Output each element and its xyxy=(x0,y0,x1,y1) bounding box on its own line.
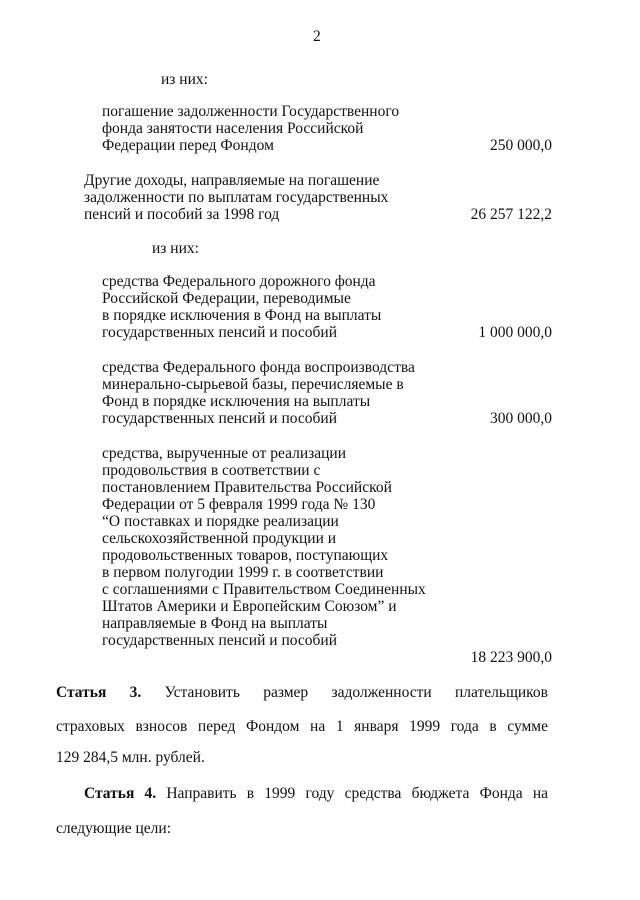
article-3-line: 129 284,5 млн. рублей. xyxy=(56,749,205,766)
text-line: средства Федерального дорожного фонда xyxy=(102,273,376,290)
text-line: фонда занятости населения Российской xyxy=(102,120,364,137)
text-line: продовольствия в соответствии с xyxy=(102,462,321,479)
amount-value: 250 000,0 xyxy=(490,137,552,154)
amount-value: 26 257 122,2 xyxy=(470,206,552,223)
text-line: “О поставках и порядке реализации xyxy=(102,513,339,530)
text-line: в первом полугодии 1999 г. в соответствии xyxy=(102,564,384,581)
text-line: в порядке исключения в Фонд на выплаты xyxy=(102,307,382,324)
income-text xyxy=(84,172,388,223)
text-line: Штатов Америки и Европейским Союзом” и xyxy=(102,598,397,615)
text-line: государственных пенсий и пособий xyxy=(102,324,337,341)
text-line: Федерации перед Фондом xyxy=(102,137,274,154)
subheading-of-which: из них: xyxy=(161,71,208,88)
text-line: с соглашениями с Правительством Соединенных xyxy=(102,581,426,598)
text-line: задолженности по выплатам государственных xyxy=(84,189,389,206)
text-line: постановлением Правительства Российской xyxy=(102,479,392,496)
article-4-line xyxy=(84,785,548,802)
item-text xyxy=(102,273,381,341)
amount-value: 1 000 000,0 xyxy=(478,324,552,341)
text-line: Российской Федерации, переводимые xyxy=(102,290,351,307)
text-line xyxy=(102,649,426,666)
text-line: продовольственных товаров, поступающих xyxy=(102,547,389,564)
text-line: Установить размер задолженности плательщиков xyxy=(164,684,548,701)
text-line: пенсий и пособий за 1998 год xyxy=(84,206,280,223)
text-line: Фонд в порядке исключения на выплаты xyxy=(102,393,371,410)
article-4-heading: Статья 4. xyxy=(84,785,157,802)
amount-value: 300 000,0 xyxy=(490,410,552,427)
text-line: сельскохозяйственной продукции и xyxy=(102,530,337,547)
text-line: средства Федерального фонда воспроизводства xyxy=(102,359,415,376)
text-line: Другие доходы, направляемые на погашение xyxy=(84,172,380,189)
text-line: погашение задолженности Государственного xyxy=(102,103,400,120)
text-line: Федерации от 5 февраля 1999 года № 130 xyxy=(102,496,376,513)
item-text xyxy=(102,103,399,154)
item-text xyxy=(102,445,426,666)
text-line: направляемые в Фонд на выплаты xyxy=(102,615,328,632)
amount-value: 18 223 900,0 xyxy=(470,649,552,666)
subheading-of-which: из них: xyxy=(152,240,199,257)
item-text xyxy=(102,359,415,427)
page-number: 2 xyxy=(313,28,321,45)
article-3-line: страховых взносов перед Фондом на 1 января 1999 года в сумме xyxy=(56,718,548,735)
text-line: средства, вырученные от реализации xyxy=(102,445,346,462)
article-4-line: следующие цели: xyxy=(56,820,172,837)
text-line: Направить в 1999 году средства бюджета Фонда на xyxy=(166,785,548,802)
article-3-heading: Статья 3. xyxy=(56,684,142,701)
article-3-line xyxy=(56,684,548,701)
text-line: минерально-сырьевой базы, перечисляемые в xyxy=(102,376,404,393)
text-line: государственных пенсий и пособий xyxy=(102,410,337,427)
text-line: государственных пенсий и пособий xyxy=(102,632,337,649)
